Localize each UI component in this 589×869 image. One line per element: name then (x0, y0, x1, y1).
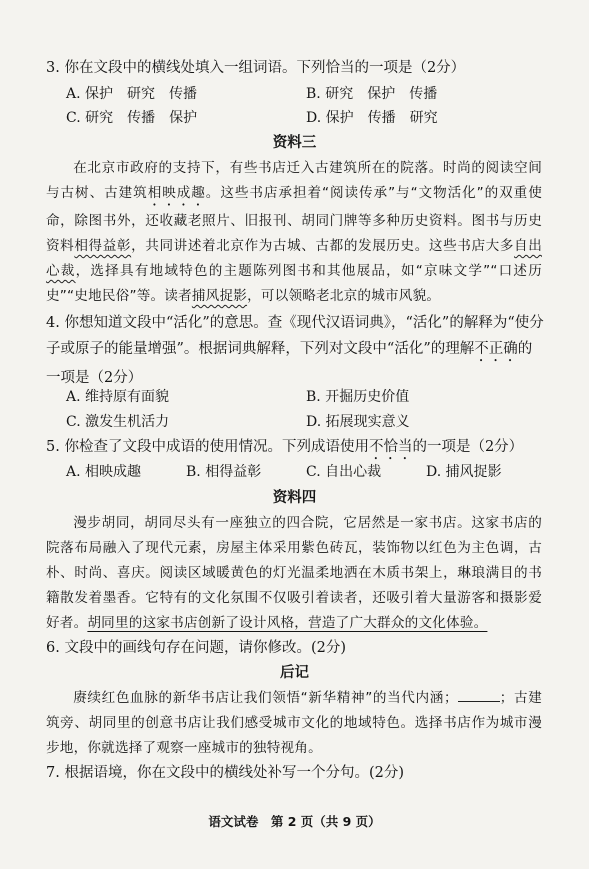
question-7-stem: 7. 根据语境，你在文段中的横线处补写一个分句。(2分) (46, 765, 404, 781)
material-3-paragraph (46, 156, 542, 309)
question-5-stem (46, 436, 523, 463)
afterword-heading: 后记 (280, 665, 309, 681)
question-4-option-c: C. 激发生机活力 (66, 414, 170, 430)
material-4-heading: 资料四 (272, 490, 317, 506)
idiom-zichu-xincai: 自出心裁 (46, 238, 542, 279)
question-5-option-a: A. 相映成趣 (66, 464, 142, 480)
question-3-option-c: C. 研究 传播 保护 (66, 110, 198, 126)
afterword-text-2: ；古建筑旁、胡同里的创意书店让我们感受城市文化的地域特色。选择书店作为城市漫步地，你就选择了观察一座城市的独特视角。 (46, 690, 542, 756)
material-3-text-3: ，共同讲述着北京作为古城、古都的发展历史。这些书店大多 (131, 238, 515, 254)
material-4-text: 漫步胡同，胡同尽头有一座独立的四合院，它居然是一家书店。这家书店的院落布局融入了现代元素，房屋主体采用紫色砖瓦，装饰物以红色为主色调，古朴、时尚、喜庆。阅读区域暖黄色的灯光温柔地洒在木质书架上，琳琅满目的书籍散发着墨香。它特有的文化氛围不仅吸引着读者，还吸引着大量游客和摄影爱好者。 (46, 515, 542, 631)
question-4-stem-part-2: 的一项是（2分） (46, 341, 533, 386)
question-4-option-d: D. 拓展现实意义 (306, 414, 410, 430)
page-footer: 语文试卷 第 2 页（共 9 页） (208, 814, 381, 829)
material-3-text-4: ，选择具有地域特色的主题陈列图书和其他展品，如“京味文学”“口述历史”“史地民俗”等。读者 (46, 263, 542, 304)
question-3-stem: 3. 你在文段中的横线处填入一组词语。下列恰当的一项是（2分） (46, 60, 466, 76)
question-4-stem-part-1: 4. 你想知道文段中“活化”的意思。查《现代汉语词典》，“活化”的解释为“使分子或原子的能量增强”。根据词典解释，下列对文段中“活化”的理解 (46, 315, 544, 357)
material-3-text-2: 。这些书店承担着“阅读传承”与“文物活化”的双重使命，除图书外，还收藏老照片、旧报刊、胡同门牌等多种历史资料。图书与历史资料 (46, 185, 542, 254)
question-5-stem-part-2: 的一项是（2分） (412, 439, 524, 455)
underlined-sentence: 胡同里的这家书店创新了设计风格，营造了广大群众的文化体验。 (87, 615, 488, 631)
idiom-bufeng-zhuoying: 捕风捉影 (191, 288, 248, 304)
question-4-option-a: A. 维持原有面貌 (66, 389, 170, 405)
question-5-option-d: D. 捕风捉影 (426, 464, 502, 480)
afterword-text-1: 赓续红色血脉的新华书店让我们领悟“新华精神”的当代内涵； (73, 690, 458, 706)
material-3-text-5: ，可以领略老北京的城市风貌。 (247, 288, 441, 304)
material-3-text-1: 在北京市政府的支持下，有些书店迁入古建筑所在的院落。时尚的阅读空间与古树、古建筑 (46, 160, 542, 201)
question-6-stem: 6. 文段中的画线句存在问题，请你修改。(2分) (46, 640, 346, 656)
question-4-stem (46, 310, 546, 391)
question-3-option-a: A. 保护 研究 传播 (66, 86, 198, 102)
fill-in-blank[interactable] (458, 687, 500, 702)
question-3-option-d: D. 保护 传播 研究 (306, 110, 438, 126)
afterword-paragraph (46, 686, 542, 761)
question-4-emphasis: 不正确 (474, 341, 518, 357)
question-5-option-c: C. 自出心裁 (306, 464, 382, 480)
question-5-emphasis: 不恰当 (368, 439, 413, 455)
material-4-paragraph (46, 511, 542, 636)
question-5-stem-part-1: 5. 你检查了文段中成语的使用情况。下列成语使用 (46, 439, 369, 455)
idiom-xiangying-chengqu: 相映成趣 (147, 185, 206, 201)
question-5-option-b: B. 相得益彰 (186, 464, 262, 480)
material-3-heading: 资料三 (272, 135, 317, 151)
question-3-option-b: B. 研究 保护 传播 (306, 86, 438, 102)
idiom-xiangde-yizhang: 相得益彰 (74, 238, 132, 254)
question-4-option-b: B. 开掘历史价值 (306, 389, 410, 405)
